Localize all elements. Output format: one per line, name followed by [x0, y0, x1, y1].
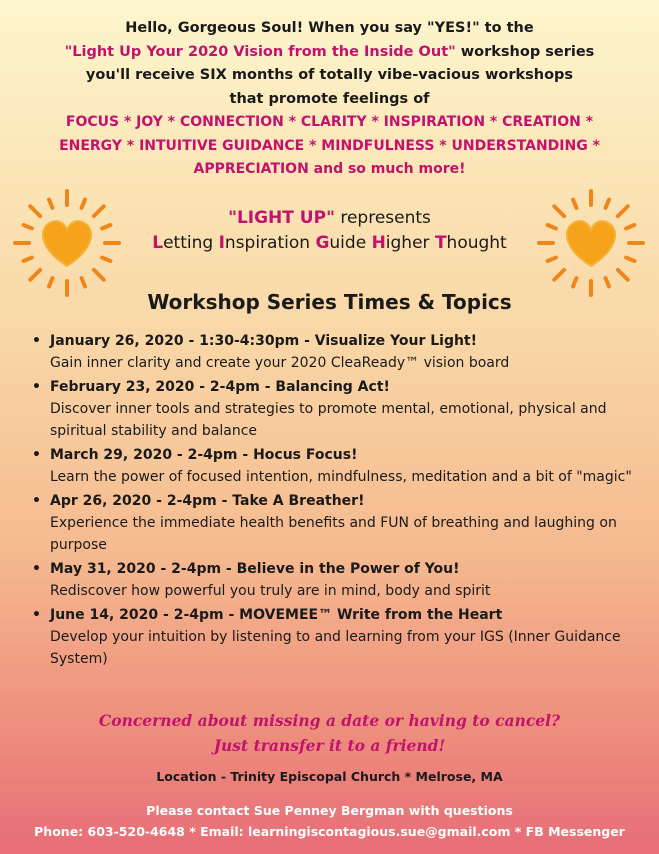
session-description: Develop your intuition by listening to and learning from your IGS (Inner Guidance System)	[50, 629, 621, 667]
bullet: •	[32, 333, 41, 349]
light-up-block	[0, 206, 659, 256]
bullet: •	[32, 379, 41, 395]
intro-block	[0, 17, 659, 182]
session-description: Discover inner tools and strategies to promote mental, emotional, physical and spiritual stability and balance	[50, 401, 607, 439]
session-title: May 31, 2020 - 2-4pm - Believe in the Power of You!	[50, 561, 460, 577]
session-title: Apr 26, 2020 - 2-4pm - Take A Breather!	[50, 493, 365, 509]
keywords-line-1: FOCUS * JOY * CONNECTION * CLARITY * INSPIRATION * CREATION *	[65, 114, 594, 130]
cancel-line-1: Concerned about missing a date or having to cancel?	[98, 711, 561, 730]
section-heading: Workshop Series Times & Topics	[147, 290, 512, 314]
acronym-line	[0, 231, 659, 256]
sun-ray	[94, 270, 104, 280]
session-title: March 29, 2020 - 2-4pm - Hocus Focus!	[50, 447, 358, 463]
acronym-rest: nspiration	[224, 233, 316, 253]
list-item	[30, 330, 645, 374]
sun-ray	[102, 258, 110, 261]
list-item	[30, 376, 645, 442]
sun-ray	[49, 278, 52, 286]
session-description: Experience the immediate health benefits and FUN of breathing and laughing on purpose	[50, 515, 617, 553]
list-item	[30, 604, 645, 670]
location: Location - Trinity Episcopal Church * Melrose, MA	[156, 769, 503, 784]
list-item	[30, 490, 645, 556]
series-name: "Light Up Your 2020 Vision from the Inside Out"	[64, 43, 456, 60]
sun-ray	[626, 258, 634, 261]
sun-ray	[554, 270, 564, 280]
acronym-cap: G	[315, 233, 330, 253]
sun-ray	[573, 278, 576, 286]
session-title: June 14, 2020 - 2-4pm - MOVEMEE™ Write from the Heart	[50, 607, 503, 623]
light-up-term: "LIGHT UP"	[228, 208, 335, 228]
keywords-line-3: APPRECIATION and so much more!	[193, 161, 466, 177]
contact-line-1: Please contact Sue Penney Bergman with questions	[146, 803, 513, 818]
sun-ray	[30, 270, 40, 280]
light-up-represents: represents	[334, 208, 431, 228]
sun-ray	[606, 278, 609, 286]
bullet: •	[32, 607, 41, 623]
keywords-line-2: ENERGY * INTUITIVE GUIDANCE * MINDFULNESS * UNDERSTANDING *	[59, 137, 600, 154]
intro-line-4: that promote feelings of	[229, 90, 430, 107]
sun-ray	[618, 270, 628, 280]
workshop-list	[30, 330, 645, 672]
acronym-rest: hought	[446, 233, 507, 253]
bullet: •	[32, 561, 41, 577]
session-description: Rediscover how powerful you truly are in mind, body and spirit	[50, 583, 491, 599]
session-description: Gain inner clarity and create your 2020 CleaReady™ vision board	[50, 355, 510, 371]
list-item	[30, 558, 645, 602]
contact-block	[0, 800, 659, 842]
acronym-rest: uide	[329, 233, 372, 253]
bullet: •	[32, 493, 41, 509]
acronym-cap: T	[434, 233, 447, 253]
intro-line-2-rest: workshop series	[455, 43, 595, 60]
intro-line-2	[0, 41, 659, 65]
acronym-cap: L	[152, 233, 164, 253]
sun-ray	[24, 258, 32, 261]
session-title: February 23, 2020 - 2-4pm - Balancing Act!	[50, 379, 390, 395]
acronym-cap: I	[218, 233, 225, 253]
session-title: January 26, 2020 - 1:30-4:30pm - Visualize Your Light!	[50, 333, 478, 349]
light-up-line	[0, 206, 659, 231]
acronym-rest: igher	[385, 233, 435, 253]
intro-line-3: you'll receive SIX months of totally vibe-vacious workshops	[85, 67, 574, 83]
sun-ray	[548, 258, 556, 261]
intro-line-1: Hello, Gorgeous Soul! When you say "YES!" to the	[125, 20, 534, 36]
bullet: •	[32, 447, 41, 463]
session-description: Learn the power of focused intention, mindfulness, meditation and a bit of "magic"	[50, 469, 632, 485]
list-item	[30, 444, 645, 488]
acronym-rest: etting	[163, 233, 219, 253]
cancel-note	[0, 708, 659, 758]
contact-line-2: Phone: 603-520-4648 * Email: learningiscontagious.sue@gmail.com * FB Messenger	[34, 824, 625, 839]
acronym-cap: H	[371, 233, 386, 253]
cancel-line-2: Just transfer it to a friend!	[213, 736, 446, 755]
sun-ray	[82, 278, 85, 286]
